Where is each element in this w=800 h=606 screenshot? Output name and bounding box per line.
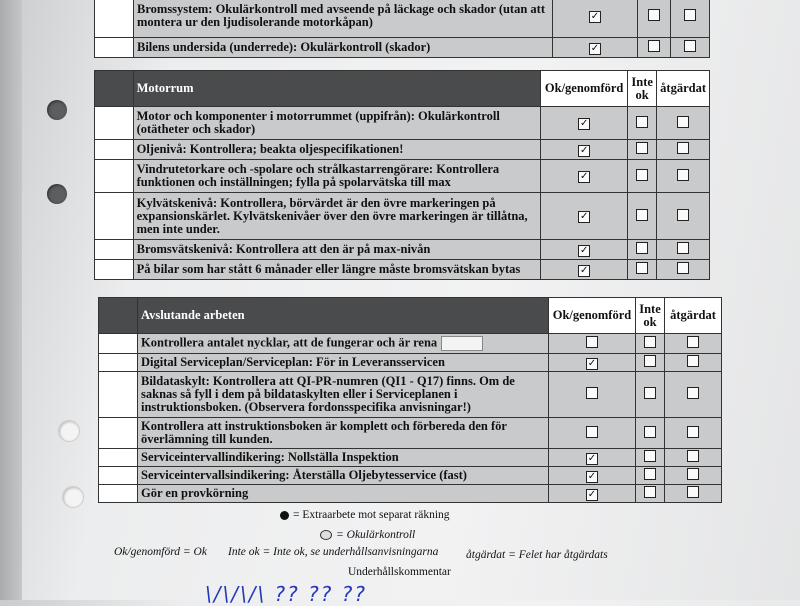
ok-checkbox[interactable]: ✓ — [553, 38, 638, 58]
inte-ok-checkbox[interactable] — [636, 372, 665, 418]
row-description: På bilar som har stått 6 månader eller längre måste bromsvätskan bytas — [133, 260, 541, 280]
row-lead-cell — [99, 449, 138, 467]
ok-checkbox[interactable]: ✓ — [549, 467, 636, 485]
legend-extra — [280, 509, 450, 521]
table-row — [99, 467, 722, 485]
inte-ok-checkbox[interactable] — [628, 193, 657, 240]
atgardat-checkbox[interactable] — [665, 485, 722, 503]
eye-icon — [320, 530, 332, 540]
row-description: Kontrollera att instruktionsboken är komplett och förbereda den för överlämning till kunden. — [138, 418, 549, 449]
key-count-field[interactable] — [441, 336, 483, 351]
inte-ok-checkbox[interactable] — [636, 485, 665, 503]
inte-ok-checkbox[interactable] — [628, 140, 657, 160]
row-lead-cell — [99, 485, 138, 503]
inte-ok-checkbox[interactable] — [636, 449, 665, 467]
legend-extra-text: = Extraarbete mot separat räkning — [293, 509, 450, 521]
atgardat-checkbox[interactable] — [671, 38, 710, 58]
atgardat-checkbox[interactable] — [671, 0, 710, 38]
row-lead-cell — [95, 193, 134, 240]
atgardat-checkbox[interactable] — [665, 467, 722, 485]
punch-hole — [47, 100, 67, 120]
inte-ok-checkbox[interactable] — [628, 240, 657, 260]
row-lead-cell — [95, 71, 134, 107]
punch-hole — [58, 420, 80, 442]
table-row — [95, 107, 710, 140]
section-title: Avslutande arbeten — [138, 298, 549, 334]
col-header-inte-ok: Inte ok — [636, 298, 665, 334]
section-title: Motorrum — [133, 71, 541, 107]
row-lead-cell — [95, 0, 134, 38]
row-description: Oljenivå: Kontrollera; beakta oljespecifikationen! — [133, 140, 541, 160]
row-lead-cell — [95, 240, 134, 260]
ok-checkbox[interactable]: ✓ — [553, 0, 638, 38]
row-lead-cell — [95, 260, 134, 280]
avslutande-table — [98, 297, 722, 503]
col-header-inte-ok: Inte ok — [628, 71, 657, 107]
row-description: Digital Serviceplan/Serviceplan: För in Leveransservicen — [138, 354, 549, 372]
table-row — [95, 140, 710, 160]
atgardat-checkbox[interactable] — [657, 193, 710, 240]
row-lead-cell — [95, 160, 134, 193]
maintenance-comment-label: Underhållskommentar — [348, 566, 451, 578]
punch-hole — [47, 184, 67, 204]
ok-checkbox[interactable] — [549, 418, 636, 449]
top-section-table — [94, 0, 710, 58]
inte-ok-checkbox[interactable] — [628, 260, 657, 280]
ok-checkbox[interactable]: ✓ — [541, 140, 628, 160]
ok-checkbox[interactable] — [549, 372, 636, 418]
row-lead-cell — [99, 334, 138, 354]
row-description: Bromsvätskenivå: Kontrollera att den är på max-nivån — [133, 240, 541, 260]
table-row — [95, 0, 710, 38]
table-row — [99, 418, 722, 449]
row-description: Bildataskylt: Kontrollera att QI-PR-numren (QI1 - Q17) finns. Om de saknas så fyll i dem på bildataskylten eller i Serviceplanen i instruktionsboken. (Observera fordonsspecifika anvisningar!) — [138, 372, 549, 418]
atgardat-checkbox[interactable] — [665, 354, 722, 372]
table-row — [95, 240, 710, 260]
inte-ok-checkbox[interactable] — [638, 38, 671, 58]
legend-inte-def: Inte ok = Inte ok, se underhållsanvisningarna — [228, 546, 439, 558]
ok-checkbox[interactable]: ✓ — [549, 485, 636, 503]
inte-ok-checkbox[interactable] — [628, 107, 657, 140]
row-description: Serviceintervallsindikering: Återställa Oljebytesservice (fast) — [138, 467, 549, 485]
table-row — [95, 260, 710, 280]
handwritten-note: \/\/\/\ ?? ?? ?? — [205, 582, 367, 606]
row-description: Bilens undersida (underrede): Okulärkontroll (skador) — [134, 38, 553, 58]
legend-ok-def: Ok/genomförd = Ok — [114, 546, 207, 558]
row-description: Vindrutetorkare och -spolare och strålkastarrengörare: Kontrollera funktionen och inställningen; fylla på spolarvätska till max — [133, 160, 541, 193]
row-lead-cell — [95, 140, 134, 160]
ok-checkbox[interactable]: ✓ — [541, 107, 628, 140]
row-description — [138, 334, 549, 354]
inte-ok-checkbox[interactable] — [636, 354, 665, 372]
ok-checkbox[interactable] — [549, 334, 636, 354]
row-description: Serviceintervallindikering: Nollställa Inspektion — [138, 449, 549, 467]
ok-checkbox[interactable]: ✓ — [541, 160, 628, 193]
row-lead-cell — [99, 298, 138, 334]
ok-checkbox[interactable]: ✓ — [541, 240, 628, 260]
row-lead-cell — [99, 372, 138, 418]
col-header-atgardat: åtgärdat — [657, 71, 710, 107]
punch-hole — [62, 486, 84, 508]
motorrum-table — [94, 70, 710, 280]
row-description: Motor och komponenter i motorrummet (uppifrån): Okulärkontroll (otätheter och skador) — [133, 107, 541, 140]
ok-checkbox[interactable]: ✓ — [549, 354, 636, 372]
ok-checkbox[interactable]: ✓ — [541, 260, 628, 280]
row-lead-cell — [99, 418, 138, 449]
table-row — [99, 334, 722, 354]
atgardat-checkbox[interactable] — [657, 107, 710, 140]
table-row — [95, 160, 710, 193]
paper-edge — [0, 0, 22, 600]
section-header-row — [95, 71, 710, 107]
row-description: Bromssystem: Okulärkontroll med avseende på läckage och skador (utan att montera ur den ljudisolerande motorkåpan) — [134, 0, 553, 38]
atgardat-checkbox[interactable] — [657, 140, 710, 160]
col-header-ok: Ok/genomförd — [541, 71, 628, 107]
atgardat-checkbox[interactable] — [657, 260, 710, 280]
row-description-text: Kontrollera antalet nycklar, att de fungerar och är rena — [141, 335, 438, 350]
inte-ok-checkbox[interactable] — [636, 334, 665, 354]
table-row — [95, 38, 710, 58]
inte-ok-checkbox[interactable] — [638, 0, 671, 38]
legend-okular-text: = Okulärkontroll — [336, 529, 416, 541]
table-row — [99, 354, 722, 372]
table-row — [95, 193, 710, 240]
atgardat-checkbox[interactable] — [665, 449, 722, 467]
row-lead-cell — [95, 38, 134, 58]
row-lead-cell — [95, 107, 134, 140]
legend-okular — [320, 529, 415, 541]
extra-work-icon — [280, 511, 289, 520]
ok-checkbox[interactable]: ✓ — [541, 193, 628, 240]
section-header-row — [99, 298, 722, 334]
atgardat-checkbox[interactable] — [665, 372, 722, 418]
col-header-ok: Ok/genomförd — [549, 298, 636, 334]
atgardat-checkbox[interactable] — [657, 160, 710, 193]
table-row — [99, 449, 722, 467]
row-lead-cell — [99, 354, 138, 372]
inte-ok-checkbox[interactable] — [636, 418, 665, 449]
table-row — [99, 372, 722, 418]
atgardat-checkbox[interactable] — [665, 334, 722, 354]
inte-ok-checkbox[interactable] — [628, 160, 657, 193]
atgardat-checkbox[interactable] — [665, 418, 722, 449]
row-description: Kylvätskenivå: Kontrollera, börvärdet är den övre markeringen på expansionskärlet. Kylvätskenivåer över den övre markeringen är tillåtna, men inte under. — [133, 193, 541, 240]
table-row — [99, 485, 722, 503]
row-lead-cell — [99, 467, 138, 485]
inte-ok-checkbox[interactable] — [636, 467, 665, 485]
row-description: Gör en provkörning — [138, 485, 549, 503]
atgardat-checkbox[interactable] — [657, 240, 710, 260]
ok-checkbox[interactable]: ✓ — [549, 449, 636, 467]
legend-atg-def: åtgärdat = Felet har åtgärdats — [466, 549, 608, 561]
col-header-atgardat: åtgärdat — [665, 298, 722, 334]
